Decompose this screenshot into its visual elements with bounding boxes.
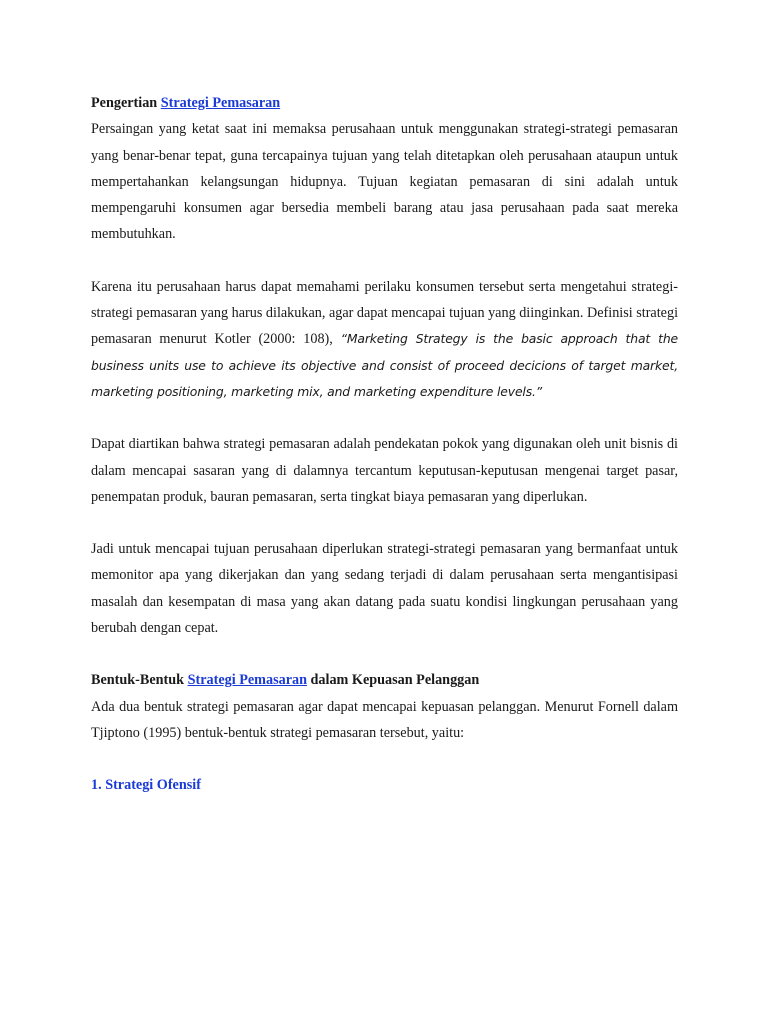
paragraph-karena-text: Karena itu perusahaan harus dapat memahami perilaku konsumen tersebut serta mengetahui strategi-strategi pemasaran yang harus dilakukan, agar dapat mencapai tujuan yang diinginkan. Definisi strategi pemasaran menurut Kotler (2000: 108), xyxy=(91,278,679,348)
section-heading-pengertian xyxy=(91,90,678,116)
heading-prefix: Pengertian xyxy=(91,95,161,111)
paragraph-spacer xyxy=(91,746,678,772)
heading-prefix: Bentuk-Bentuk xyxy=(91,672,188,689)
strategi-pemasaran-link[interactable]: Strategi Pemasaran xyxy=(160,95,281,111)
section-heading-bentuk xyxy=(91,667,678,693)
strategi-pemasaran-link[interactable]: Strategi Pemasaran xyxy=(187,672,307,689)
document-page xyxy=(91,90,678,799)
paragraph-karena xyxy=(91,274,678,405)
paragraph-spacer xyxy=(91,405,678,431)
paragraph-dapat-diartikan: Dapat diartikan bahwa strategi pemasaran adalah pendekatan pokok yang digunakan oleh unit bisnis di dalam mencapai sasaran yang di dalamnya tercantum keputusan-keputusan mengenai target pasar, penempatan produk, bauran pemasaran, serta tingkat biaya pemasaran yang diperlukan. xyxy=(91,436,678,505)
paragraph-spacer xyxy=(91,248,678,274)
paragraph-spacer xyxy=(91,510,678,536)
paragraph-ada-dua: Ada dua bentuk strategi pemasaran agar dapat mencapai kepuasan pelanggan. Menurut Fornell dalam Tjiptono (1995) bentuk-bentuk strategi pemasaran tersebut, yaitu: xyxy=(91,698,678,741)
paragraph-spacer xyxy=(91,641,678,667)
paragraph-jadi: Jadi untuk mencapai tujuan perusahaan diperlukan strategi-strategi pemasaran yang bermanfaat untuk memonitor apa yang dikerjakan dan yang sedang terjadi di dalam perusahaan serta mengantisipasi masalah dan kesempatan di masa yang akan datang pada suatu kondisi lingkungan perusahaan yang berubah dengan cepat. xyxy=(91,541,678,637)
kotler-quote: “Marketing Strategy is the basic approach that the business units use to achieve its objective and consist of proceed decicions of target market, marketing positioning, marketing mix, and marketing expenditure levels.” xyxy=(91,331,678,399)
heading-suffix: dalam Kepuasan Pelanggan xyxy=(306,672,480,689)
list-item-strategi-ofensif: 1. Strategi Ofensif xyxy=(91,777,201,794)
paragraph-persaingan: Persaingan yang ketat saat ini memaksa perusahaan untuk menggunakan strategi-strategi pemasaran yang benar-benar tepat, guna tercapainya tujuan yang telah ditetapkan oleh perusahaan ataupun untuk mempertahankan kelangsungan hidupnya. Tujuan kegiatan pemasaran di sini adalah untuk mempengaruhi konsumen agar bersedia membeli barang atau jasa perusahaan pada saat mereka membutuhkan. xyxy=(91,121,678,243)
